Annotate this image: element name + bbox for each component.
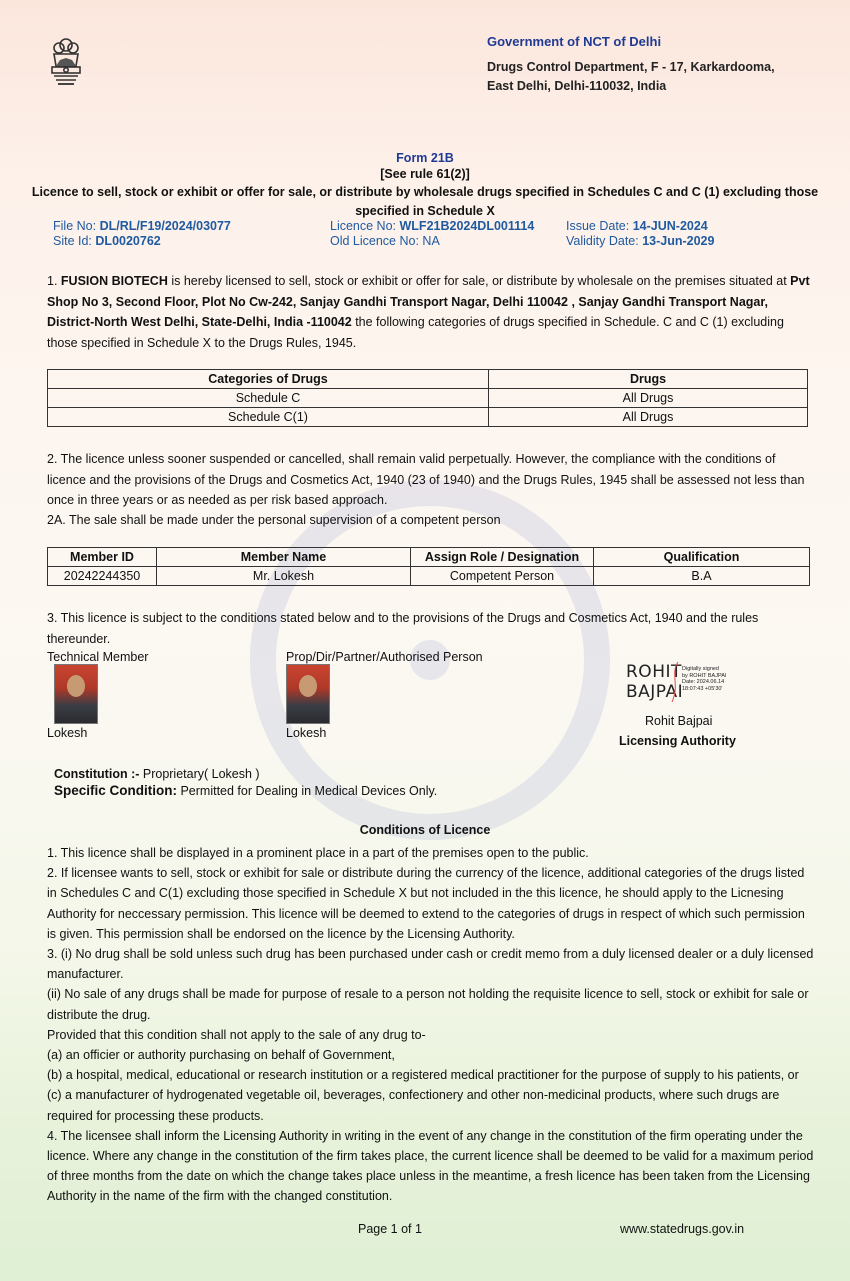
signature-detail: Date: 2024.06.14 bbox=[682, 679, 725, 685]
table-cell: All Drugs bbox=[489, 408, 808, 427]
condition-item: (ii) No sale of any drugs shall be made for purpose of resale to a person not holding the requisite licence to sell, stock or exhibit for sale or distribute the drug. bbox=[47, 987, 809, 1022]
rule-reference: [See rule 61(2)] bbox=[380, 167, 470, 181]
specific-condition-label: Specific Condition: bbox=[54, 783, 177, 798]
meta-middle bbox=[330, 219, 534, 249]
validity-date: 13-Jun-2029 bbox=[642, 234, 715, 248]
state-emblem-icon bbox=[44, 36, 88, 92]
constitution bbox=[54, 767, 260, 781]
premises-address: Pvt Shop No 3, Second Floor, Plot No Cw-242, Sanjay Gandhi Transport Nagar, Delhi 110042 , Sanjay Gandhi Transport Nagar, District-North West Delhi, State-Delhi, India -110042 bbox=[47, 274, 810, 329]
old-licence-no: NA bbox=[422, 234, 440, 248]
firm-name: FUSION BIOTECH bbox=[60, 274, 168, 288]
proprietor-label: Prop/Dir/Partner/Authorised Person bbox=[286, 650, 483, 664]
signature-word-2: BAJPAI bbox=[626, 682, 684, 702]
table-header-row bbox=[48, 548, 810, 567]
column-header: Categories of Drugs bbox=[48, 370, 489, 389]
issue-date-label: Issue Date: bbox=[566, 219, 630, 233]
table-row bbox=[48, 389, 808, 408]
authority-name: Rohit Bajpai bbox=[645, 714, 713, 728]
signature-stroke-icon bbox=[668, 660, 682, 704]
column-header: Drugs bbox=[489, 370, 808, 389]
condition-item: 1. This licence shall be displayed in a prominent place in a part of the premises open to the public. bbox=[47, 846, 589, 860]
licence-paragraph-3: 3. This licence is subject to the conditions stated below and to the provisions of the Drugs and Cosmetics Act, 1940 and the rules thereunder. bbox=[47, 611, 759, 646]
condition-item: (c) a manufacturer of hydrogenated vegetable oil, beverages, confectionery and other non-medicinal products, where such drugs are required for processing these products. bbox=[47, 1088, 780, 1123]
column-header: Member ID bbox=[48, 548, 157, 567]
table-cell: Schedule C bbox=[48, 389, 489, 408]
para1-text-2: the following categories of drugs specified in Schedule. C and C (1) excluding those specified in Schedule X to the Drugs Rules, 1945. bbox=[47, 315, 784, 350]
file-no-label: File No: bbox=[53, 219, 97, 233]
signature-details bbox=[682, 666, 726, 692]
signature-detail: by ROHIT BAJPAI bbox=[682, 672, 727, 679]
table-cell: 20242244350 bbox=[48, 567, 157, 586]
specific-condition bbox=[54, 783, 437, 798]
column-header: Member Name bbox=[157, 548, 411, 567]
condition-item: 2. If licensee wants to sell, stock or exhibit for sale or distribute during the currency of the licence, additional categories of the drugs listed in Schedules C and C(1) excluding those specified in Schedule X but not included in the this licence, he should apply to the Licnesing Authority for neccessary permission. This licence will be deemed to extend to the categories of drugs in respect of which such permission is given. This permission shall be endorsed on the licence by the Licensing Authority. bbox=[47, 866, 805, 941]
proprietor-photo bbox=[286, 664, 330, 724]
table-cell: All Drugs bbox=[489, 389, 808, 408]
technical-member-name: Lokesh bbox=[47, 726, 88, 740]
technical-member-photo bbox=[54, 664, 98, 724]
condition-item: 4. The licensee shall inform the Licensing Authority in writing in the event of any change in the constitution of the firm operating under the licence. Where any change in the constitution of the firm takes place, the current licence shall be deemed to be valid for a maximum period of three months from the date on which the change takes place unless in the meantime, a fresh licence has been taken from the Licensing Authority in the name of the firm with the changed constitution. bbox=[47, 1128, 814, 1204]
government-name: Government of NCT of Delhi bbox=[487, 34, 662, 49]
department-address bbox=[487, 58, 817, 96]
column-header: Qualification bbox=[594, 548, 810, 567]
table-cell: B.A bbox=[594, 567, 810, 586]
licence-no-label: Licence No: bbox=[330, 219, 397, 233]
issue-date: 14-JUN-2024 bbox=[632, 219, 708, 233]
dept-line-2: East Delhi, Delhi-110032, India bbox=[487, 79, 667, 93]
website-link[interactable]: www.statedrugs.gov.in bbox=[620, 1222, 745, 1236]
site-id: DL0020762 bbox=[95, 234, 161, 248]
dept-line-1: Drugs Control Department, F - 17, Karkardooma, bbox=[487, 60, 775, 74]
drug-categories-table bbox=[47, 369, 808, 427]
licence-no: WLF21B2024DL001114 bbox=[399, 219, 535, 233]
table-row bbox=[48, 567, 810, 586]
table-cell: Competent Person bbox=[411, 567, 594, 586]
page-number: Page 1 of 1 bbox=[358, 1222, 422, 1236]
table-row bbox=[48, 408, 808, 427]
signature-detail: 18:07:43 +05'30' bbox=[682, 685, 723, 692]
signature-detail: Digitally signed bbox=[682, 666, 719, 672]
member-table bbox=[47, 547, 810, 586]
site-id-label: Site Id: bbox=[53, 234, 92, 248]
condition-item: (a) an officier or authority purchasing on behalf of Government, bbox=[47, 1048, 395, 1063]
signature-word-1: ROHIT bbox=[626, 662, 682, 682]
technical-member-label: Technical Member bbox=[47, 650, 149, 664]
constitution-label: Constitution :- bbox=[54, 767, 140, 781]
meta-left bbox=[53, 219, 231, 249]
condition-item: Provided that this condition shall not apply to the sale of any drug to- bbox=[47, 1027, 426, 1042]
licence-heading: Licence to sell, stock or exhibit or offer for sale, or distribute by wholesale drugs specified in Schedules C and C (1) excluding those specified in Schedule X bbox=[31, 185, 819, 218]
condition-item: (b) a hospital, medical, educational or research institution or a registered medical practitioner for the purpose of supply to his patients, or bbox=[47, 1068, 799, 1083]
specific-condition-value: Permitted for Dealing in Medical Devices Only. bbox=[177, 784, 438, 798]
conditions-title: Conditions of Licence bbox=[359, 823, 491, 837]
file-no: DL/RL/F19/2024/03077 bbox=[99, 219, 231, 233]
old-licence-label: Old Licence No: bbox=[330, 234, 419, 248]
validity-date-label: Validity Date: bbox=[566, 234, 639, 248]
table-cell: Schedule C(1) bbox=[48, 408, 489, 427]
column-header: Assign Role / Designation bbox=[411, 548, 594, 567]
table-cell: Mr. Lokesh bbox=[157, 567, 411, 586]
para1-prefix: 1. bbox=[47, 274, 61, 288]
authority-title: Licensing Authority bbox=[619, 734, 736, 748]
meta-right bbox=[566, 219, 714, 249]
table-header-row bbox=[48, 370, 808, 389]
licence-paragraph-2: 2. The licence unless sooner suspended or cancelled, shall remain valid perpetually. However, the compliance with the conditions of licence and the provisions of the Drugs and Cosmetics Act, 1940 (23 of 1940) and the Drugs Rules, 1945 shall be assessed not less than once in three years or as needed as per risk based approach. bbox=[47, 452, 805, 507]
para1-text-1: is hereby licensed to sell, stock or exhibit or offer for sale, or distribute by wholesale on the premises situated at bbox=[167, 274, 791, 288]
condition-item: 3. (i) No drug shall be sold unless such drug has been purchased under cash or credit memo from a duly licensed dealer or a duly licensed manufacturer. bbox=[47, 947, 814, 982]
conditions-list bbox=[47, 843, 817, 1207]
licence-paragraph-2a: 2A. The sale shall be made under the personal supervision of a competent person bbox=[47, 513, 501, 527]
form-title: Form 21B bbox=[396, 151, 454, 165]
constitution-value: Proprietary( Lokesh ) bbox=[139, 767, 260, 781]
licence-paragraph-1 bbox=[47, 271, 812, 353]
proprietor-name: Lokesh bbox=[286, 726, 327, 740]
